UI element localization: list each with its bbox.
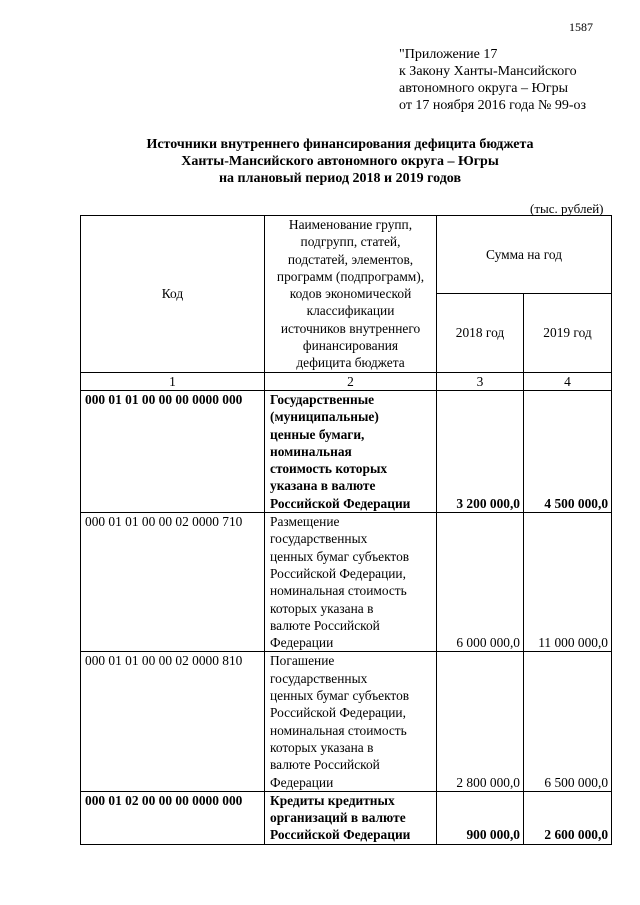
header-sum: Сумма на год	[437, 216, 612, 294]
row-name-line: которых указана в	[270, 739, 374, 755]
header-name-line: классификации	[306, 303, 395, 319]
row-name	[265, 390, 437, 512]
row-code: 000 01 01 00 00 02 0000 710	[81, 513, 265, 652]
row-name-line: ценных бумаг субъектов	[270, 688, 410, 704]
row-code: 000 01 01 00 00 02 0000 810	[81, 652, 265, 791]
row-name	[265, 791, 437, 844]
header-name-line: подстатей, элементов,	[287, 251, 414, 267]
row-name-line: валюте Российской	[270, 617, 380, 633]
appendix-line: автономного округа – Югры	[399, 81, 568, 96]
row-value-2019: 4 500 000,0	[524, 390, 612, 512]
row-name-line: Федерации	[270, 635, 334, 651]
row-name-line: Погашение	[270, 653, 335, 669]
header-name-line: источников внутреннего	[280, 320, 421, 336]
row-name-line: Кредиты кредитных	[270, 792, 395, 808]
column-number: 4	[524, 372, 612, 390]
table-row	[81, 390, 612, 512]
table-header-row	[81, 216, 612, 294]
page-number: 1587	[569, 20, 593, 34]
units-label: (тыс. рублей)	[530, 201, 604, 216]
header-name-line: подгрупп, статей,	[300, 234, 401, 250]
row-name-line: государственных	[270, 670, 368, 686]
title-line: на плановый период 2018 и 2019 годов	[218, 171, 462, 186]
header-name	[265, 216, 437, 373]
title-line: Источники внутреннего финансирования дефицита бюджета	[146, 137, 534, 152]
header-name-line: дефицита бюджета	[296, 355, 405, 371]
row-value-2018: 2 800 000,0	[437, 652, 524, 791]
row-value-2019: 6 500 000,0	[524, 652, 612, 791]
header-name-line: программ (подпрограмм),	[276, 268, 425, 284]
row-name-line: (муниципальные)	[270, 409, 379, 425]
appendix-line: от 17 ноября 2016 года № 99-оз	[399, 98, 587, 113]
financing-sources-table	[80, 215, 612, 845]
header-name-line: кодов экономической	[289, 286, 412, 302]
header-name-line: Наименование групп,	[288, 217, 413, 232]
header-code: Код	[81, 216, 265, 373]
row-name-line: Российской Федерации	[270, 827, 411, 843]
row-name-line: стоимость которых	[270, 461, 388, 477]
row-code: 000 01 01 00 00 00 0000 000	[81, 390, 265, 512]
row-name-line: номинальная стоимость	[270, 583, 407, 599]
header-year-2018: 2018 год	[437, 294, 524, 372]
column-number: 1	[81, 372, 265, 390]
row-name-line: Российской Федерации,	[270, 705, 406, 721]
row-name-line: организаций в валюте	[270, 810, 406, 826]
row-code: 000 01 02 00 00 00 0000 000	[81, 791, 265, 844]
row-name-line: валюте Российской	[270, 757, 380, 773]
row-name-line: Российской Федерации	[270, 495, 411, 511]
row-name-line: государственных	[270, 531, 368, 547]
table-row	[81, 652, 612, 791]
row-name-line: которых указана в	[270, 600, 374, 616]
row-name-line: номинальная	[270, 443, 352, 459]
column-number: 2	[265, 372, 437, 390]
row-name	[265, 652, 437, 791]
row-value-2018: 6 000 000,0	[437, 513, 524, 652]
row-name-line: ценные бумаги,	[270, 426, 365, 442]
row-value-2019: 11 000 000,0	[524, 513, 612, 652]
row-value-2018: 900 000,0	[437, 791, 524, 844]
row-name-line: Федерации	[270, 774, 334, 790]
row-name-line: Государственные	[270, 391, 375, 407]
column-number-row	[81, 372, 612, 390]
row-name	[265, 513, 437, 652]
row-name-line: ценных бумаг субъектов	[270, 548, 410, 564]
row-name-line: Российской Федерации,	[270, 565, 406, 581]
appendix-line: "Приложение 17	[399, 47, 498, 62]
row-name-line: Размещение	[270, 514, 340, 530]
table-row	[81, 513, 612, 652]
header-year-2019: 2019 год	[524, 294, 612, 372]
appendix-line: к Закону Ханты-Мансийского	[399, 64, 577, 79]
appendix-reference	[399, 46, 586, 114]
column-number: 3	[437, 372, 524, 390]
title-line: Ханты-Мансийского автономного округа – Югры	[181, 154, 499, 169]
row-name-line: номинальная стоимость	[270, 722, 407, 738]
document-title	[60, 136, 620, 187]
row-value-2019: 2 600 000,0	[524, 791, 612, 844]
row-name-line: указана в валюте	[270, 478, 376, 494]
header-name-line: финансирования	[302, 338, 399, 354]
row-value-2018: 3 200 000,0	[437, 390, 524, 512]
table-row	[81, 791, 612, 844]
